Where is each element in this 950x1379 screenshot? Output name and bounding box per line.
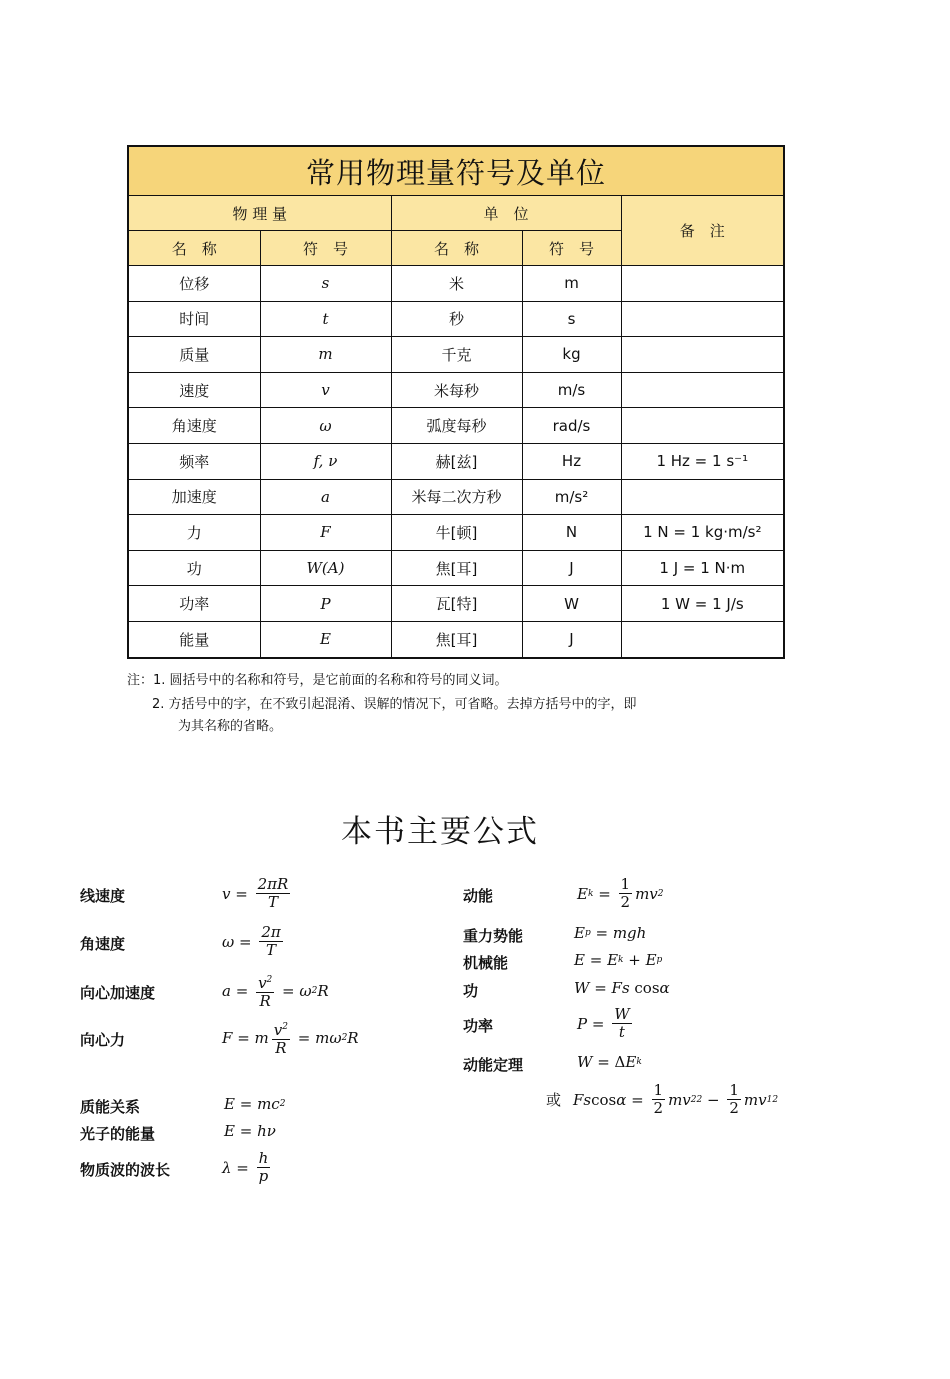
label-gravitational-pe: 重力势能 [463, 927, 524, 945]
quantity-symbol-cell: ω [260, 408, 391, 444]
table-row [128, 550, 784, 586]
quantity-name-cell: 时间 [128, 301, 260, 337]
quantity-symbol-cell: W(A) [260, 550, 391, 586]
label-work: 功 [463, 982, 479, 1000]
quantity-name-cell: 频率 [128, 443, 260, 479]
header-unit-symbol: 符 号 [522, 231, 621, 266]
table-row [128, 408, 784, 444]
remark-cell [621, 408, 784, 444]
unit-symbol-cell: J [522, 550, 621, 586]
table-notes [127, 669, 787, 739]
formula-centripetal-acceleration: a = $\frac{v^2}{R}$ = ω 2 R [222, 974, 329, 1010]
quantity-symbol-cell: f, ν [260, 443, 391, 479]
physics-quantity-table-wrapper [127, 145, 783, 659]
formula-work-energy-theorem-alt: 或 Fs cos α = $\frac{1}{2}$ mv 2 2 − $\frac{1}{2}$ mv 1 2 [546, 1081, 779, 1117]
unit-name-cell: 弧度每秒 [391, 408, 522, 444]
quantity-symbol-cell: s [260, 266, 391, 302]
remark-cell [621, 266, 784, 302]
label-power: 功率 [463, 1017, 494, 1035]
table-row [128, 443, 784, 479]
quantity-symbol-cell: t [260, 301, 391, 337]
unit-symbol-cell: N [522, 515, 621, 551]
unit-symbol-cell: m/s² [522, 479, 621, 515]
quantity-symbol-cell: P [260, 586, 391, 622]
label-photon-energy: 光子的能量 [80, 1125, 156, 1143]
header-unit-group: 单 位 [391, 196, 621, 231]
formulas-title: 本书主要公式 [341, 814, 539, 850]
quantity-symbol-cell: v [260, 372, 391, 408]
remark-cell [621, 372, 784, 408]
remark-cell: 1 N = 1 kg·m/s² [621, 515, 784, 551]
formula-power: P = $\frac{W}{t}$ [577, 1005, 630, 1041]
quantity-name-cell: 速度 [128, 372, 260, 408]
header-unit-name: 名 称 [391, 231, 522, 266]
physics-quantity-table [127, 145, 785, 659]
formula-matter-wave: λ = $\frac{h}{p}$ [222, 1149, 269, 1185]
quantity-symbol-cell: m [260, 337, 391, 373]
unit-name-cell: 米每二次方秒 [391, 479, 522, 515]
formula-linear-speed: v = $\frac{2\pi R}{T}$ [222, 875, 289, 911]
unit-symbol-cell: kg [522, 337, 621, 373]
label-centripetal-acceleration: 向心加速度 [80, 984, 156, 1002]
note-line-3: 为其名称的省略。 [178, 719, 283, 734]
quantity-symbol-cell: a [260, 479, 391, 515]
unit-name-cell: 瓦[特] [391, 586, 522, 622]
unit-name-cell: 焦[耳] [391, 550, 522, 586]
formula-work-energy-theorem: W = Δ E k [577, 1053, 642, 1071]
unit-name-cell: 米 [391, 266, 522, 302]
unit-name-cell: 牛[顿] [391, 515, 522, 551]
unit-symbol-cell: s [522, 301, 621, 337]
unit-symbol-cell: m/s [522, 372, 621, 408]
remark-cell [621, 621, 784, 657]
quantity-name-cell: 功 [128, 550, 260, 586]
table-row [128, 586, 784, 622]
header-quantity-group: 物 理 量 [128, 196, 391, 231]
unit-symbol-cell: m [522, 266, 621, 302]
note-line-2: 2. 方括号中的字，在不致引起混淆、误解的情况下，可省略。去掉方括号中的字，即 [152, 697, 637, 712]
table-row [128, 337, 784, 373]
unit-symbol-cell: J [522, 621, 621, 657]
quantity-name-cell: 力 [128, 515, 260, 551]
quantity-name-cell: 加速度 [128, 479, 260, 515]
label-mass-energy: 质能关系 [80, 1098, 141, 1116]
table-row [128, 621, 784, 657]
quantity-name-cell: 角速度 [128, 408, 260, 444]
table-title: 常用物理量符号及单位 [128, 146, 784, 196]
formula-kinetic-energy: E k = $\frac{1}{2}$ mv 2 [577, 875, 664, 911]
unit-symbol-cell: Hz [522, 443, 621, 479]
note-line-1: 注：1. 圆括号中的名称和符号，是它前面的名称和符号的同义词。 [127, 673, 508, 688]
unit-name-cell: 秒 [391, 301, 522, 337]
formula-mass-energy: E = mc 2 [224, 1095, 286, 1113]
unit-name-cell: 焦[耳] [391, 621, 522, 657]
label-work-energy-theorem: 动能定理 [463, 1056, 524, 1074]
quantity-symbol-cell: E [260, 621, 391, 657]
formula-gravitational-pe: E p = mgh [574, 924, 647, 942]
remark-cell: 1 W = 1 J/s [621, 586, 784, 622]
quantity-name-cell: 位移 [128, 266, 260, 302]
table-row [128, 515, 784, 551]
header-quantity-symbol: 符 号 [260, 231, 391, 266]
formula-mechanical-energy: E = E k + E p [574, 951, 663, 969]
header-remark: 备 注 [621, 196, 784, 266]
quantity-symbol-cell: F [260, 515, 391, 551]
remark-cell [621, 479, 784, 515]
table-row [128, 266, 784, 302]
table-row [128, 301, 784, 337]
label-angular-speed: 角速度 [80, 935, 126, 953]
unit-name-cell: 赫[兹] [391, 443, 522, 479]
quantity-name-cell: 质量 [128, 337, 260, 373]
unit-symbol-cell: rad/s [522, 408, 621, 444]
remark-cell [621, 337, 784, 373]
quantity-name-cell: 功率 [128, 586, 260, 622]
formula-centripetal-force: F = m $\frac{v^2}{R}$ = mω 2 R [222, 1021, 359, 1057]
formula-photon-energy: E = hν [224, 1122, 276, 1140]
remark-cell: 1 Hz = 1 s⁻¹ [621, 443, 784, 479]
table-row [128, 372, 784, 408]
label-kinetic-energy: 动能 [463, 887, 494, 905]
label-linear-speed: 线速度 [80, 887, 126, 905]
label-centripetal-force: 向心力 [80, 1031, 126, 1049]
remark-cell [621, 301, 784, 337]
formula-angular-speed: ω = $\frac{2\pi}{T}$ [222, 923, 281, 959]
label-mechanical-energy: 机械能 [463, 954, 509, 972]
header-quantity-name: 名 称 [128, 231, 260, 266]
label-matter-wave: 物质波的波长 [80, 1161, 171, 1179]
table-row [128, 479, 784, 515]
or-word: 或 [546, 1092, 562, 1109]
unit-name-cell: 千克 [391, 337, 522, 373]
unit-name-cell: 米每秒 [391, 372, 522, 408]
remark-cell: 1 J = 1 N·m [621, 550, 784, 586]
unit-symbol-cell: W [522, 586, 621, 622]
formula-work: W = Fs cos α [574, 979, 670, 997]
quantity-name-cell: 能量 [128, 621, 260, 657]
